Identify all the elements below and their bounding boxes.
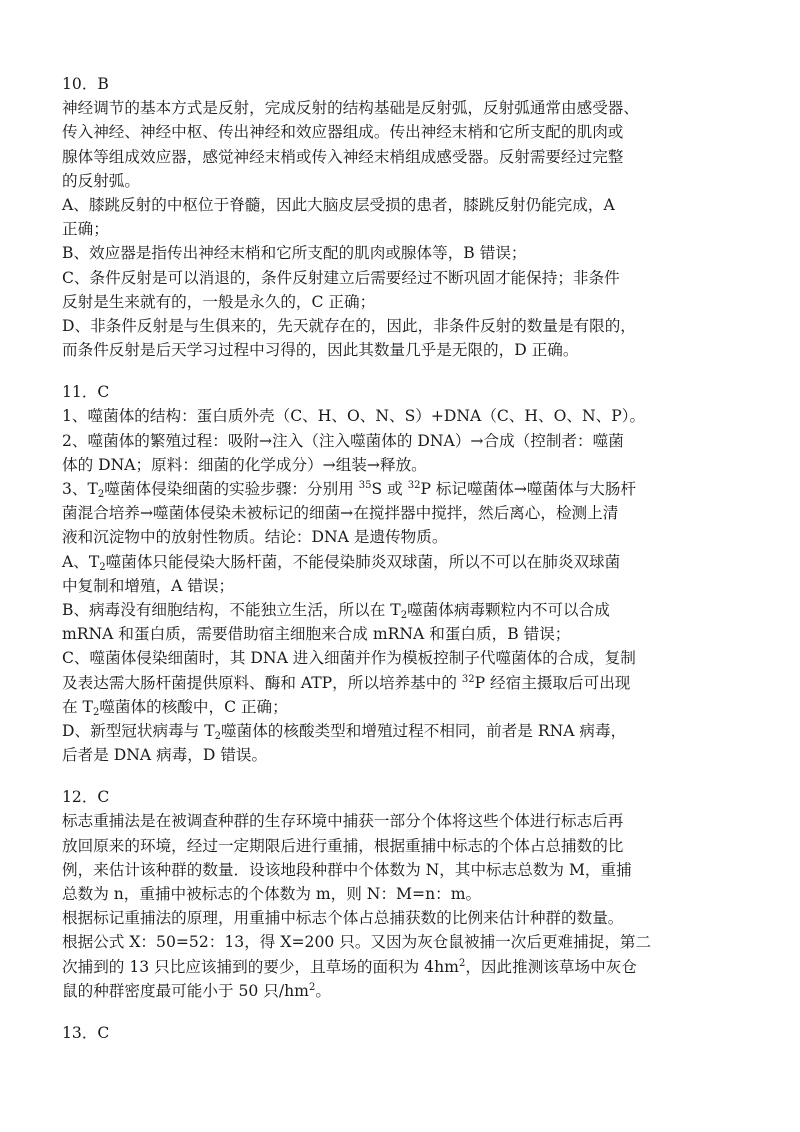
q11-heading: 11．C — [62, 383, 110, 402]
q11-line: 后者是 DNA 病毒，D 错误。 — [62, 746, 268, 765]
text-run: 噬菌体的核酸中，C 正确； — [99, 697, 288, 716]
q10-line: 传入神经、神经中枢、传出神经和效应器组成。传出神经末梢和它所支配的肌肉或 — [62, 123, 624, 142]
text-run: 3、T — [62, 480, 98, 498]
q11-line — [62, 671, 762, 695]
q10-line: D、非条件反射是与生俱来的，先天就存在的，因此，非条件反射的数量是有限的， — [62, 316, 636, 335]
text-run: 及表达需大肠杆菌提供原料、酶和 ATP，所以培养基中的 — [62, 673, 462, 692]
superscript: 35 — [358, 480, 372, 491]
q12-line: 例，来估计该种群的数量．设该地段种群中个体数为 N，其中标志总数为 M，重捕 — [62, 860, 632, 879]
text-run: 次捕到的 13 只比应该捕到的要少，且草场的面积为 4hm — [62, 957, 459, 976]
subscript: 2 — [214, 730, 221, 742]
q12-heading: 12．C — [62, 788, 110, 807]
q12-line: 放回原来的环境，经过一定期限后进行重捕，根据重捕中标志的个体占总捕数的比 — [62, 836, 624, 855]
q10-line: B、效应器是指传出神经末梢和它所支配的肌肉或腺体等，B 错误； — [62, 244, 527, 263]
q11-line — [62, 477, 762, 501]
q11-line — [62, 598, 762, 622]
text-run: 噬菌体病毒颗粒内不可以合成 — [407, 600, 610, 619]
q12-line — [62, 979, 762, 1003]
q11-line: 2、噬菌体的繁殖过程：吸附→注入（注入噬菌体的 DNA）→合成（控制者：噬菌 — [62, 431, 624, 450]
q11-line: 中复制和增殖，A 错误； — [62, 576, 235, 595]
q11-line: 1、噬菌体的结构：蛋白质外壳（C、H、O、N、S）+DNA（C、H、O、N、P）。 — [62, 407, 646, 426]
text-run: 。 — [315, 981, 331, 1000]
q12-line: 根据标记重捕法的原理，用重捕中标志个体占总捕获数的比例来估计种群的数量。 — [62, 909, 624, 928]
superscript: 32 — [461, 673, 475, 685]
q10-line: 神经调节的基本方式是反射，完成反射的结构基础是反射弧，反射弧通常由感受器、 — [62, 99, 639, 118]
text-run: 噬菌体只能侵染大肠杆菌，不能侵染肺炎双球菌，所以不可以在肺炎双球菌 — [105, 552, 621, 571]
q11-line — [62, 550, 762, 574]
superscript: 2 — [308, 981, 316, 993]
q11-line — [62, 695, 762, 719]
q10-line: 反射是生来就有的，一般是永久的，C 正确； — [62, 292, 376, 311]
q11-line: 体的 DNA；原料：细菌的化学成分）→组装→释放。 — [62, 455, 427, 474]
superscript: 2 — [458, 957, 466, 969]
text-run: 噬菌体的核酸类型和增殖过程不相同，前者是 RNA 病毒， — [221, 721, 627, 740]
q12-line: 总数为 n，重捕中被标志的个体数为 m，则 N：M=n：m。 — [62, 885, 482, 903]
superscript: 32 — [407, 480, 421, 491]
q10-line: A、膝跳反射的中枢位于脊髓，因此大脑皮层受损的患者，膝跳反射仍能完成，A — [62, 195, 615, 214]
q10-line: 而条件反射是后天学习过程中习得的，因此其数量几乎是无限的，D 正确。 — [62, 341, 579, 360]
q11-line — [62, 719, 762, 743]
q11-line: 液和沉淀物中的放射性物质。结论：DNA 是遗传物质。 — [62, 528, 448, 547]
text-run: A、T — [62, 552, 100, 571]
q10-line: C、条件反射是可以消退的，条件反射建立后需要经过不断巩固才能保持；非条件 — [62, 268, 620, 287]
text-run: ，因此推测该草场中灰仓 — [465, 957, 637, 976]
subscript: 2 — [92, 706, 100, 718]
text-run: D、新型冠状病毒与 T — [62, 721, 215, 740]
subscript: 2 — [97, 489, 105, 500]
q11-line: C、噬菌体侵染细菌时，其 DNA 进入细菌并作为模板控制子代噬菌体的合成，复制 — [62, 649, 636, 668]
q10-line: 正确； — [62, 220, 109, 239]
text-run: 在 T — [62, 697, 93, 716]
text-run: B、病毒没有细胞结构，不能独立生活，所以在 T — [62, 600, 401, 619]
text-run: 鼠的种群密度最可能小于 50 只/hm — [62, 981, 309, 1000]
q11-line: mRNA 和蛋白质，需要借助宿主细胞来合成 mRNA 和蛋白质，B 错误； — [62, 625, 571, 644]
text-run: 噬菌体侵染细菌的实验步骤：分别用 — [104, 480, 359, 498]
q10-line: 的反射弧。 — [62, 171, 140, 190]
q12-line — [62, 955, 762, 979]
q10-line: 腺体等组成效应器，感觉神经末梢或传入神经末梢组成感受器。反射需要经过完整 — [62, 147, 624, 166]
q13-heading: 13．C — [62, 1023, 110, 1042]
subscript: 2 — [400, 609, 408, 621]
q11-line: 菌混合培养→噬菌体侵染未被标记的细菌→在搅拌器中搅拌，然后离心，检测上清 — [62, 504, 619, 523]
text-run: P 标记噬菌体→噬菌体与大肠杆 — [420, 480, 637, 498]
q10-heading: 10．B — [62, 75, 109, 93]
q12-line: 标志重捕法是在被调查种群的生存环境中捕获一部分个体将这些个体进行标志后再 — [62, 812, 624, 831]
text-run: P 经宿主摄取后可出现 — [474, 673, 631, 692]
q12-line: 根据公式 X：50=52：13，得 X=200 只。又因为灰仓鼠被捕一次后更难捕捉，第二 — [62, 933, 652, 952]
subscript: 2 — [99, 561, 106, 573]
text-run: S 或 — [371, 480, 408, 498]
answer-page — [62, 72, 762, 1045]
